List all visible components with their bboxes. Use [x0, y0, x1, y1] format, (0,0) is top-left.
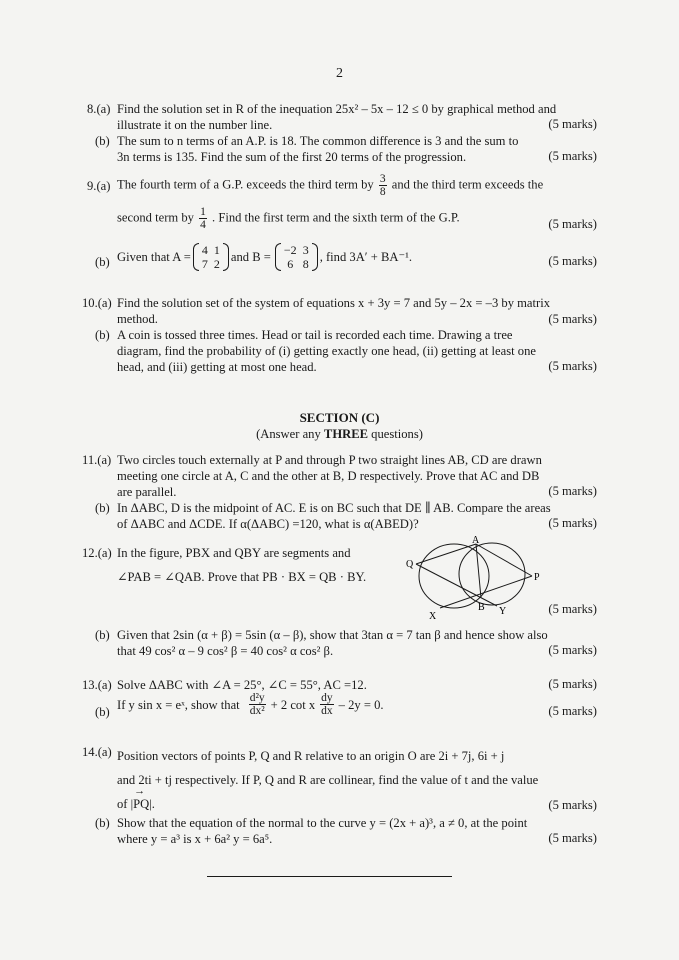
question-text-part: |. [149, 797, 155, 811]
fraction [379, 173, 387, 198]
question-label: 11.(a) [82, 453, 112, 467]
section-instructions [0, 427, 679, 442]
question-13b [95, 692, 525, 717]
question-label: (b) [95, 328, 110, 342]
question-text: second term by [117, 210, 194, 225]
question-text: meeting one circle at A, C and the other at B, D respectively. Prove that AC and DB [117, 469, 540, 483]
question-text: diagram, find the probability of (i) getting exactly one head, (ii) getting at least one [117, 344, 536, 358]
marks: (5 marks) [548, 312, 597, 326]
question-label: (b) [95, 816, 110, 830]
fraction-numerator: d²y [249, 692, 265, 704]
matrix-b [275, 243, 318, 271]
question-text: – 2y = 0. [338, 697, 384, 712]
question-text: and the third term exceeds the [391, 177, 544, 192]
question-text: and B = [230, 250, 271, 264]
question-8a [87, 101, 607, 133]
marks: (5 marks) [548, 602, 597, 616]
question-text: Solve ΔABC with ∠A = 25°, ∠C = 55°, AC =12. [117, 678, 367, 692]
marks: (5 marks) [548, 798, 597, 812]
segment-xp [440, 576, 532, 608]
end-rule [207, 876, 452, 877]
matrix-cell: 2 [213, 257, 220, 271]
question-13a [82, 677, 482, 693]
marks: (5 marks) [548, 254, 597, 268]
matrix-cell: 1 [213, 243, 220, 257]
circles-figure [402, 534, 542, 620]
question-text-part: of | [117, 797, 134, 811]
matrix-cell: 8 [302, 257, 309, 271]
fraction-denominator: 4 [200, 219, 206, 231]
question-label: 8.(a) [87, 102, 111, 116]
question-label: (b) [95, 501, 110, 515]
marks: (5 marks) [548, 677, 597, 691]
label-p: P [534, 572, 540, 583]
question-label: (b) [95, 255, 110, 269]
question-text: If y sin x = eˣ, show that [117, 697, 240, 712]
page-number: 2 [336, 66, 343, 81]
matrix-cell: −2 [283, 243, 297, 257]
matrix-a [193, 243, 229, 271]
label-a: A [472, 535, 480, 546]
question-text: are parallel. [117, 485, 177, 499]
question-label: 10.(a) [82, 296, 112, 310]
question-9b [95, 243, 545, 271]
question-text: Two circles touch externally at P and through P two straight lines AB, CD are drawn [117, 453, 542, 467]
question-text: ∠PAB = ∠QAB. Prove that PB · BX = QB · BY. [117, 570, 367, 584]
question-14a [82, 744, 622, 816]
fraction-denominator: dx² [249, 705, 265, 717]
fraction-numerator: 1 [200, 206, 206, 218]
section-instructions-bold: THREE [323, 427, 369, 441]
question-9a [87, 173, 607, 231]
circle-right [459, 543, 525, 605]
label-y: Y [499, 606, 507, 617]
segment-ab [476, 544, 481, 598]
question-text: . Find the first term and the sixth term of the G.P. [212, 210, 460, 225]
matrix-cell: 7 [201, 257, 208, 271]
question-12b [95, 627, 615, 659]
label-q: Q [406, 559, 414, 570]
question-label: (b) [95, 628, 110, 642]
question-text: Position vectors of points P, Q and R relative to an origin O are 2i + 7j, 6i + j [117, 749, 505, 763]
question-text: Given that A = [117, 250, 191, 264]
marks: (5 marks) [548, 704, 597, 718]
question-text: The fourth term of a G.P. exceeds the third term by [117, 177, 374, 192]
question-10a [82, 295, 612, 327]
marks: (5 marks) [548, 359, 597, 373]
question-text: that 49 cos² α – 9 cos² β = 40 cos² α cos² β. [117, 644, 334, 658]
question-text: and 2ti + tj respectively. If P, Q and R are collinear, find the value of t and the value [117, 773, 539, 787]
section-instructions-text: (Answer any [256, 427, 324, 441]
matrix-cell: 4 [201, 243, 208, 257]
fraction-denominator: dx [321, 705, 333, 717]
question-label: (b) [95, 134, 110, 148]
marks: (5 marks) [548, 117, 597, 131]
question-label: 13.(a) [82, 678, 112, 692]
question-text: method. [117, 312, 158, 326]
question-label: (b) [95, 705, 110, 719]
question-text: 3n terms is 135. Find the sum of the first 20 terms of the progression. [117, 150, 467, 164]
label-b: B [478, 602, 485, 613]
question-text: Show that the equation of the normal to the curve y = (2x + a)³, a ≠ 0, at the point [117, 816, 528, 830]
marks: (5 marks) [548, 831, 597, 845]
question-text: Find the solution set of the system of equations x + 3y = 7 and 5y – 2x = –3 by matrix [117, 296, 551, 310]
marks: (5 marks) [548, 149, 597, 163]
marks: (5 marks) [548, 516, 597, 530]
question-text: Find the solution set in R of the inequation 25x² – 5x – 12 ≤ 0 by graphical method and [117, 102, 557, 116]
question-text: illustrate it on the number line. [117, 118, 273, 132]
fraction-numerator: dy [321, 692, 333, 704]
segment-qy [416, 564, 497, 606]
question-text: + 2 cot x [270, 697, 316, 712]
question-text [117, 792, 622, 816]
fraction [199, 206, 207, 231]
question-8b [95, 133, 615, 165]
label-x: X [429, 611, 437, 620]
question-text: In the figure, PBX and QBY are segments and [117, 546, 351, 560]
question-label: 9.(a) [87, 179, 111, 193]
fraction [320, 692, 334, 717]
question-text: Given that 2sin (α + β) = 5sin (α – β), show that 3tan α = 7 tan β and hence show also [117, 628, 548, 642]
question-text: where y = a³ is x + 6a² y = 6a⁵. [117, 832, 273, 846]
section-title: SECTION (C) [299, 410, 380, 425]
fraction-denominator: 8 [379, 186, 386, 198]
marks: (5 marks) [548, 217, 597, 231]
question-text: , find 3A′ + BA⁻¹. [319, 250, 413, 264]
fraction [249, 692, 266, 717]
question-label: 12.(a) [82, 546, 112, 560]
question-11b [95, 500, 615, 532]
question-14b [95, 815, 615, 847]
question-12a [82, 545, 422, 585]
question-10b [95, 327, 615, 375]
section-instructions-text: questions) [368, 427, 423, 441]
question-text: In ΔABC, D is the midpoint of AC. E is on BC such that DE ∥ AB. Compare the areas [117, 501, 551, 515]
fraction-numerator: 3 [379, 173, 386, 185]
question-text: A coin is tossed three times. Head or tail is recorded each time. Drawing a tree [117, 328, 513, 342]
marks: (5 marks) [548, 643, 597, 657]
question-text: of ΔABC and ΔCDE. If α(ΔABC) =120, what is α(ABED)? [117, 517, 419, 531]
question-text: head, and (iii) getting at most one head. [117, 360, 317, 374]
matrix-cell: 6 [287, 257, 294, 271]
marks: (5 marks) [548, 484, 597, 498]
question-label: 14.(a) [82, 745, 112, 759]
question-11a [82, 452, 612, 500]
vector-pq: → PQ [133, 792, 149, 816]
matrix-cell: 3 [302, 243, 309, 257]
question-text: The sum to n terms of an A.P. is 18. The common difference is 3 and the sum to [117, 134, 519, 148]
